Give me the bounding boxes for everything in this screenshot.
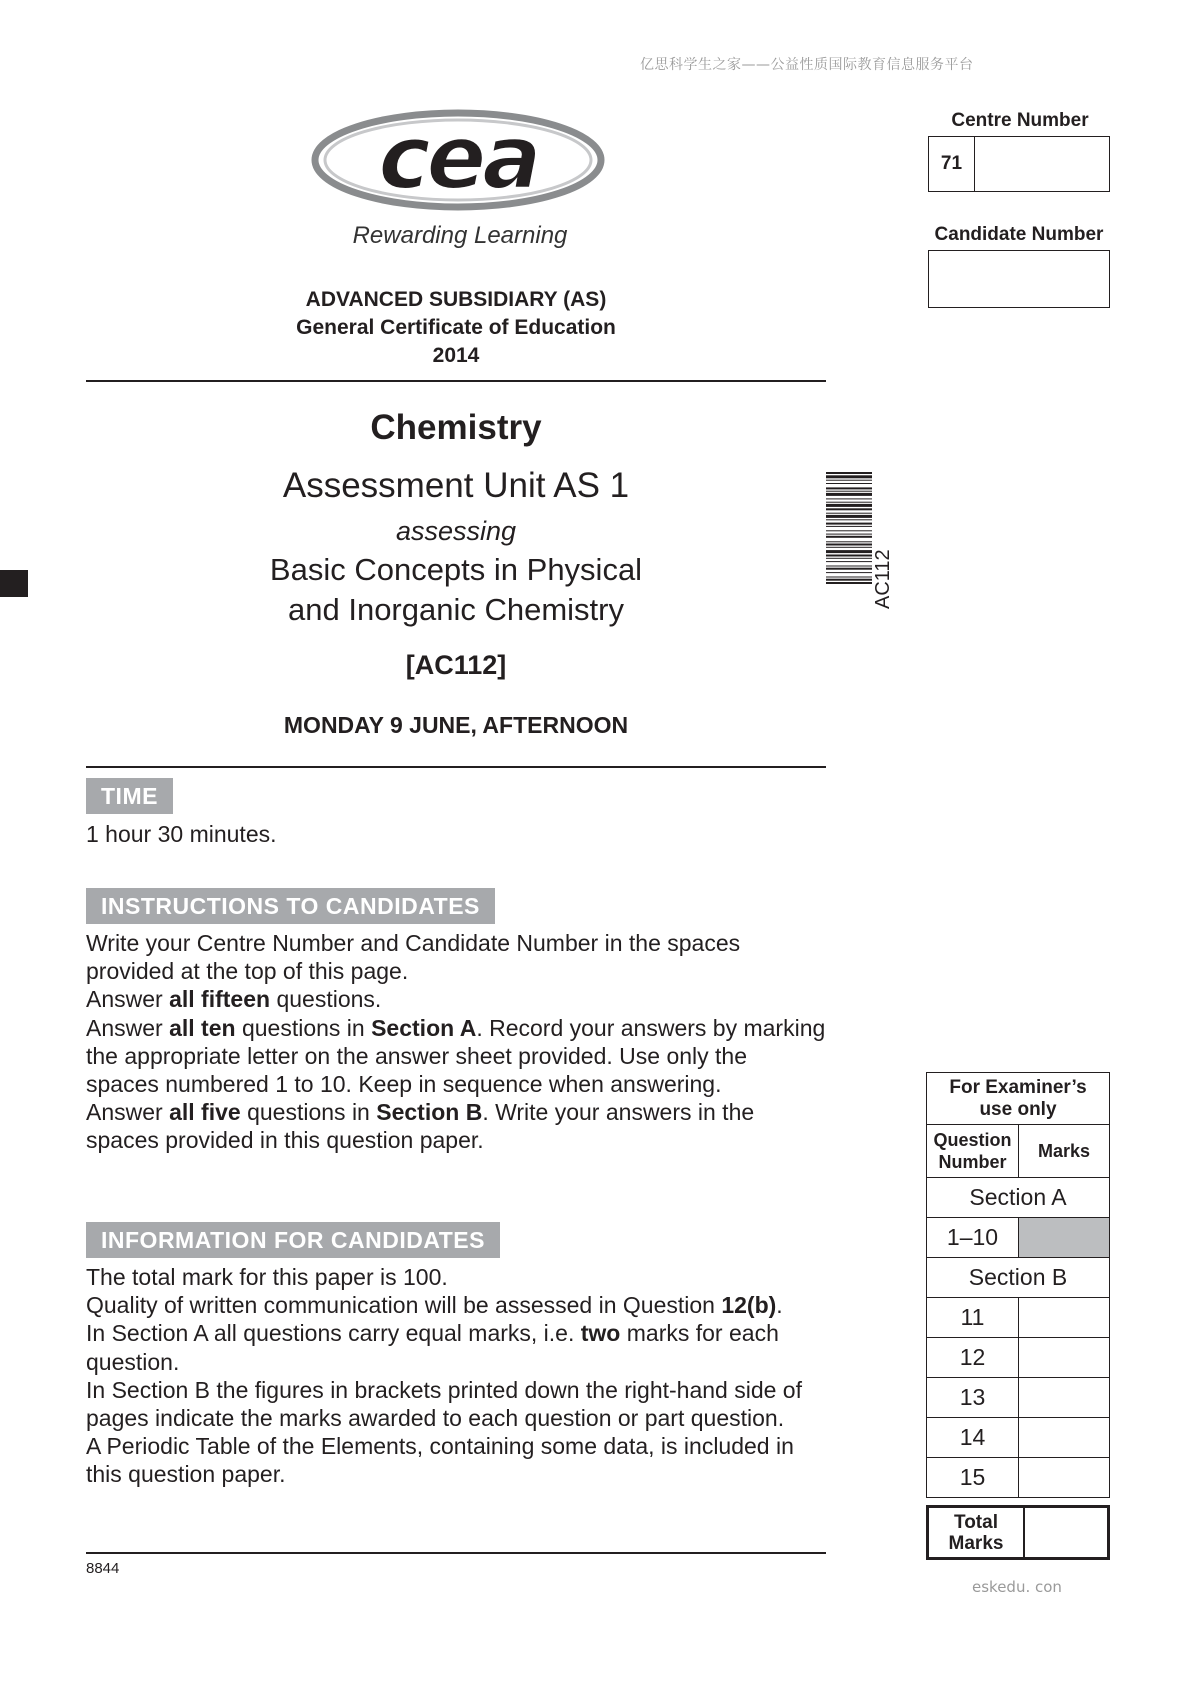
examiner-header: For Examiner’s use only	[927, 1073, 1110, 1125]
exam-date: MONDAY 9 JUNE, AFTERNOON	[283, 712, 629, 738]
paper-title-line1: Basic Concepts in Physical	[269, 552, 643, 587]
barcode-bar	[826, 515, 872, 518]
barcode-bar	[826, 480, 872, 481]
marks-cell[interactable]	[1019, 1298, 1110, 1338]
barcode-bar	[826, 498, 872, 499]
table-row	[927, 1298, 1110, 1338]
barcode-bar	[826, 582, 872, 584]
question-number: 15	[927, 1458, 1019, 1498]
barcode-bar	[826, 544, 872, 546]
paper-title-line2: and Inorganic Chemistry	[288, 592, 624, 627]
barcode-bar	[826, 526, 872, 527]
centre-number-field[interactable]	[928, 136, 1110, 192]
barcode-bar	[826, 502, 872, 503]
margin-mark	[0, 570, 28, 597]
barcode-bar	[826, 555, 872, 557]
instructions-label: INSTRUCTIONS TO CANDIDATES	[86, 888, 495, 924]
barcode-bar	[826, 530, 872, 531]
candidate-number-field[interactable]	[928, 250, 1110, 308]
question-number: 11	[927, 1298, 1019, 1338]
instruction-4: Answer all five questions in Section B. Write your answers in the spaces provided in this question paper.	[86, 1099, 755, 1154]
qualification-level: ADVANCED SUBSIDIARY (AS)	[305, 288, 607, 311]
table-row	[927, 1458, 1110, 1498]
paper-title	[86, 550, 826, 630]
barcode-bar	[826, 579, 872, 581]
barcode-bar	[826, 487, 872, 489]
marks-cell[interactable]	[1019, 1378, 1110, 1418]
centre-number-label: Centre Number	[951, 110, 1089, 131]
logo-tagline: Rewarding Learning	[352, 222, 568, 249]
information-3: In Section A all questions carry equal marks, i.e. two marks for each question.	[86, 1320, 779, 1375]
time-value: 1 hour 30 minutes.	[86, 821, 277, 847]
question-number: 14	[927, 1418, 1019, 1458]
time-label: TIME	[86, 778, 173, 814]
barcode-bar	[826, 483, 872, 484]
qualification-name: General Certificate of Education	[296, 316, 616, 339]
marks-cell[interactable]	[1019, 1458, 1110, 1498]
barcode-bar	[826, 523, 872, 525]
barcode-bar	[826, 558, 872, 559]
instruction-3: Answer all ten questions in Section A. Record your answers by marking the appropriate letter on the answer sheet provided. Use only the spaces numbered 1 to 10. Keep in sequence when answering.	[86, 1014, 826, 1098]
barcode-bar	[826, 472, 872, 474]
information-4: In Section B the figures in brackets printed down the right-hand side of pages indicate the marks awarded to each question or part question.	[86, 1376, 802, 1432]
divider-top	[86, 380, 826, 382]
information-label: INFORMATION FOR CANDIDATES	[86, 1222, 500, 1258]
information-2: Quality of written communication will be assessed in Question 12(b).	[86, 1292, 783, 1319]
barcode-bar	[826, 491, 872, 492]
subject-title: Chemistry	[370, 408, 542, 447]
barcode-bar	[826, 519, 872, 520]
table-row	[927, 1418, 1110, 1458]
question-number: 12	[927, 1338, 1019, 1378]
watermark-top: 亿思科学生之家——公益性质国际教育信息服务平台	[640, 57, 974, 73]
divider-mid	[86, 766, 826, 768]
marks-cell[interactable]	[1019, 1338, 1110, 1378]
divider-bottom	[86, 1552, 826, 1554]
section-a-row: Section A	[927, 1178, 1110, 1218]
total-marks-table	[926, 1505, 1110, 1560]
information-5: A Periodic Table of the Elements, containing some data, is included in this question paper.	[86, 1433, 794, 1488]
assessment-unit: Assessment Unit AS 1	[282, 466, 630, 505]
total-marks-cell[interactable]	[1024, 1507, 1109, 1559]
barcode-bar	[826, 493, 872, 496]
barcode-bar	[826, 566, 872, 567]
paper-code: [AC112]	[405, 650, 507, 680]
barcode-bar	[826, 572, 872, 573]
barcode-bar	[826, 561, 872, 562]
instruction-2: Answer all fifteen questions.	[86, 986, 382, 1013]
col-question-number: Question Number	[927, 1125, 1019, 1178]
barcode-bar	[826, 475, 872, 478]
information-text	[86, 1263, 826, 1489]
examiner-table	[926, 1072, 1110, 1498]
total-marks-label: Total Marks	[928, 1507, 1025, 1559]
table-row	[927, 1378, 1110, 1418]
section-b-row: Section B	[927, 1258, 1110, 1298]
qualification-heading	[86, 286, 826, 370]
footer-code: 8844	[86, 1560, 120, 1577]
centre-number-prefix: 71	[929, 137, 975, 191]
barcode-label: AC112	[872, 549, 894, 609]
section-a-range: 1–10	[927, 1218, 1019, 1258]
assessing-label: assessing	[395, 516, 517, 546]
barcode-bar	[826, 536, 872, 538]
barcode-bar	[826, 550, 872, 553]
instruction-1: Write your Centre Number and Candidate Number in the spaces provided at the top of this page.	[86, 930, 741, 985]
barcode-bar	[826, 547, 872, 548]
watermark-bottom: eskedu. con	[972, 1578, 1062, 1596]
cea-logo	[310, 108, 605, 218]
barcode-bar	[826, 568, 872, 570]
section-a-marks-cell	[1019, 1218, 1110, 1258]
barcode-bar	[826, 504, 872, 507]
candidate-number-label: Candidate Number	[934, 224, 1104, 245]
instructions-text	[86, 929, 826, 1155]
barcode-bar	[826, 577, 872, 578]
information-1: The total mark for this paper is 100.	[86, 1264, 448, 1290]
barcode	[826, 472, 872, 682]
barcode-bar	[826, 513, 872, 514]
table-row	[927, 1338, 1110, 1378]
barcode-bar	[826, 541, 872, 542]
logo-text: cea	[378, 108, 538, 209]
exam-year: 2014	[432, 344, 480, 367]
barcode-bar	[826, 534, 872, 535]
barcode-bar	[826, 508, 872, 510]
question-number: 13	[927, 1378, 1019, 1418]
marks-cell[interactable]	[1019, 1418, 1110, 1458]
col-marks: Marks	[1019, 1125, 1110, 1178]
